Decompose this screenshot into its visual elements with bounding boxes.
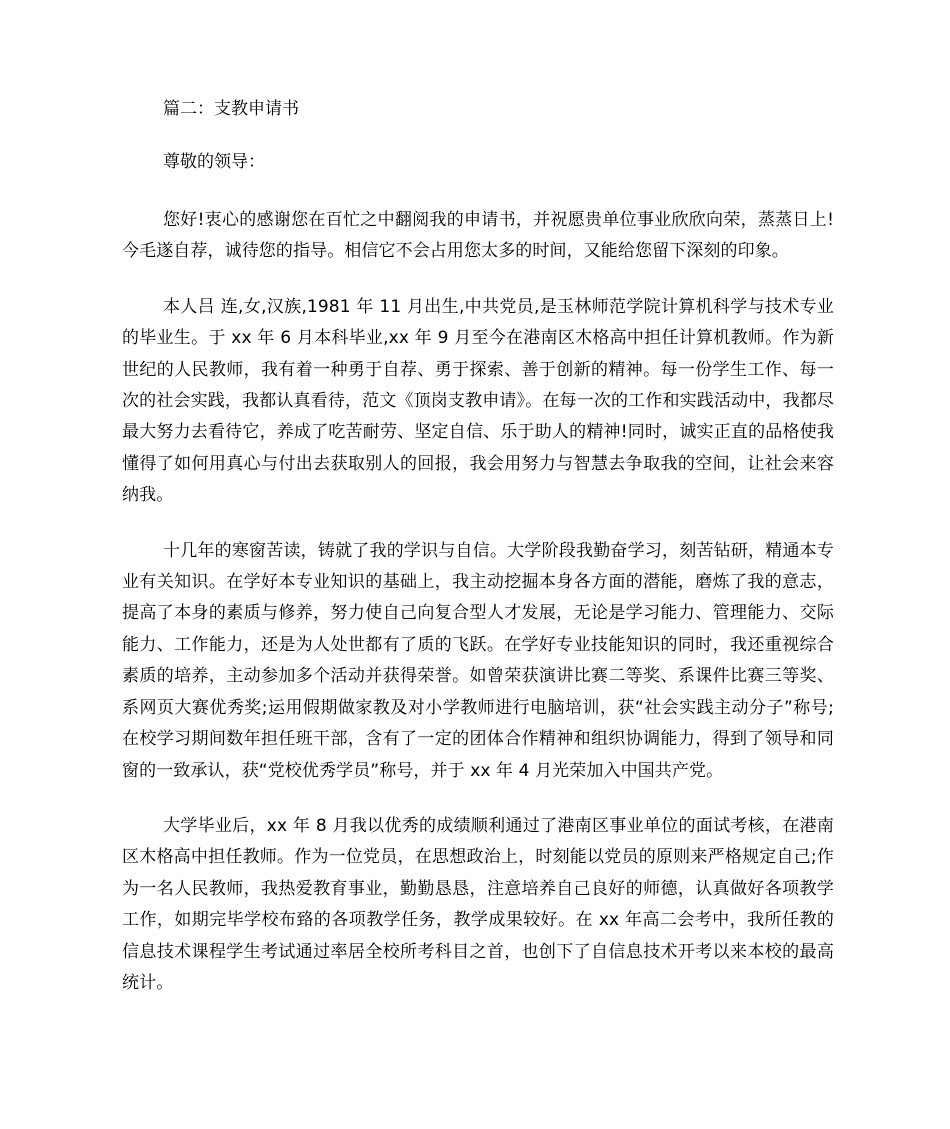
document-title: 篇二：支教申请书 [163,99,299,119]
document-body [122,96,834,1023]
paragraph-work-experience: 大学毕业后，xx 年 8 月我以优秀的成绩顺利通过了港南区事业单位的面试考核，在港南区木格高中担任教师。作为一位党员，在思想政治上，时刻能以党员的原则来严格规定自己;作为一名人民教师，我热爱教育事业，勤勤恳恳，注意培养自己良好的师德，认真做好各项教学工作，如期完毕学校布臵的各项教学任务，教学成果较好。在 xx 年高二会考中，我所任教的信息技术课程学生考试通过率居全校所考科目之首，也创下了自信息技术开考以来本校的最高统计。 [122,815,834,993]
paragraph-greeting: 您好!衷心的感谢您在百忙之中翻阅我的申请书，并祝愿贵单位事业欣欣向荣，蒸蒸日上!今毛遂自荐，诚待您的指导。相信它不会占用您太多的时间，又能给您留下深刻的印象。 [122,210,834,262]
paragraph-university-experience: 十几年的寒窗苦读，铸就了我的学识与自信。大学阶段我勤奋学习，刻苦钻研，精通本专业有关知识。在学好本专业知识的基础上，我主动挖掘本身各方面的潜能，磨炼了我的意志，提高了本身的素质与修养，努力使自己向复合型人才发展，无论是学习能力、管理能力、交际能力、工作能力，还是为人处世都有了质的飞跃。在学好专业技能知识的同时，我还重视综合素质的培养，主动参加多个活动并获得荣誉。如曾荣获演讲比赛二等奖、系课件比赛三等奖、系网页大赛优秀奖;运用假期做家教及对小学教师进行电脑培训，获“社会实践主动分子”称号;在校学习期间数年担任班干部，含有了一定的团体合作精神和组织协调能力，得到了领导和同窗的一致承认，获“党校优秀学员”称号，并于 xx 年 4 月光荣加入中国共产党。 [122,540,834,781]
paragraph-self-introduction: 本人吕 连,女,汉族,1981 年 11 月出生,中共党员,是玉林师范学院计算机科学与技术专业的毕业生。于 xx 年 6 月本科毕业,xx 年 9 月至今在港南区木格高中担任计算机教师。作为新世纪的人民教师，我有着一种勇于自荐、勇于探索、善于创新的精神。每一份学生工作、每一次的社会实践，我都认真看待，范文《顶岗支教申请》。在每一次的工作和实践活动中，我都尽最大努力去看待它，养成了吃苦耐劳、坚定自信、乐于助人的精神!同时，诚实正直的品格使我懂得了如何用真心与付出去获取别人的回报，我会用努力与智慧去争取我的空间，让社会来容纳我。 [122,296,834,506]
salutation: 尊敬的领导： [163,152,265,172]
